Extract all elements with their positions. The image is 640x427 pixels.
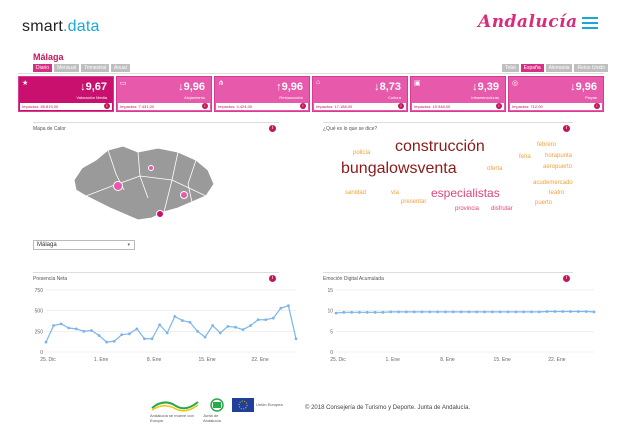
cloud-word[interactable]: febrero	[537, 142, 557, 148]
copyright-text: © 2018 Consejería de Turismo y Deporte. Junta de Andalucía.	[305, 405, 471, 411]
trend-down-icon: ↓	[374, 81, 380, 93]
data-point[interactable]	[242, 328, 245, 331]
data-point[interactable]	[166, 332, 169, 335]
presence-chart	[28, 284, 304, 374]
bus-icon: ▣	[414, 80, 421, 87]
data-point[interactable]	[98, 334, 101, 337]
data-point[interactable]	[219, 332, 222, 335]
cloud-word[interactable]: provincia	[455, 206, 480, 212]
cloud-word[interactable]: sanidad	[345, 190, 367, 196]
kpi-card-restauracion[interactable]	[214, 76, 310, 112]
cloud-word[interactable]: bungalowsventa	[341, 160, 457, 177]
y-tick-label: 0	[330, 350, 333, 356]
info-icon[interactable]: i	[594, 103, 600, 109]
panel-title: ¿Qué es lo que se dice?	[323, 126, 378, 132]
data-point[interactable]	[234, 326, 237, 329]
kpi-value: ↓9,39	[472, 81, 499, 93]
kpi-value: ↓9,96	[178, 81, 205, 93]
trend-down-icon: ↓	[80, 81, 86, 93]
star-icon: ★	[22, 80, 29, 87]
tab-total[interactable]: Total	[502, 64, 519, 72]
data-point[interactable]	[335, 312, 338, 315]
info-icon[interactable]: i	[269, 275, 276, 282]
data-point[interactable]	[189, 321, 192, 324]
kpi-card-cultura[interactable]	[312, 76, 408, 112]
data-point[interactable]	[514, 311, 517, 314]
data-point[interactable]	[136, 327, 139, 330]
cloud-word[interactable]: disfrutar	[491, 206, 513, 212]
info-icon[interactable]: i	[563, 275, 570, 282]
kpi-value: ↓8,73	[374, 81, 401, 93]
data-point[interactable]	[67, 327, 70, 330]
data-point[interactable]	[366, 311, 369, 314]
andalucia-map	[68, 140, 218, 225]
location-title: Málaga	[33, 52, 64, 62]
data-point[interactable]	[90, 329, 93, 332]
kpi-footer	[412, 103, 504, 110]
brand-accent: data	[67, 18, 100, 35]
cloud-word[interactable]: policía	[353, 150, 371, 156]
data-point[interactable]	[105, 341, 108, 344]
data-point[interactable]	[405, 311, 408, 314]
kpi-label: Alojamiento	[184, 95, 205, 100]
cloud-word[interactable]: horapunta	[545, 153, 573, 159]
chevron-down-icon: ▾	[127, 242, 130, 248]
data-point[interactable]	[350, 311, 353, 314]
x-tick-label: 8. Ene	[440, 357, 455, 363]
data-point[interactable]	[397, 311, 400, 314]
tab-espana[interactable]: España	[521, 64, 544, 72]
kpi-row	[18, 76, 604, 112]
data-point[interactable]	[120, 333, 123, 336]
tab-diario[interactable]: Diario	[33, 64, 52, 72]
data-point[interactable]	[577, 310, 580, 313]
heat-point[interactable]	[149, 166, 154, 171]
trend-down-icon: ↓	[178, 81, 184, 93]
heat-point[interactable]	[181, 192, 188, 199]
data-point[interactable]	[196, 330, 199, 333]
cloud-word[interactable]: presentar	[401, 199, 427, 205]
brand-dot: .	[63, 18, 68, 35]
x-tick-label: 8. Ene	[146, 357, 162, 363]
data-point[interactable]	[491, 311, 494, 314]
kpi-value: ↑9,96	[276, 81, 303, 93]
data-point[interactable]	[483, 311, 486, 314]
data-point[interactable]	[342, 311, 345, 314]
brand-logo[interactable]	[22, 18, 100, 36]
data-point[interactable]	[128, 332, 131, 335]
trend-down-icon: ↓	[472, 81, 478, 93]
data-point[interactable]	[181, 319, 184, 322]
y-tick-label: 250	[34, 329, 43, 336]
data-point[interactable]	[211, 324, 214, 327]
panel-title: Mapa de Calor	[33, 126, 66, 132]
data-point[interactable]	[452, 311, 455, 314]
data-point[interactable]	[436, 311, 439, 314]
footer-logo-eu	[232, 398, 254, 413]
hamburger-menu-icon[interactable]	[582, 17, 598, 29]
kpi-label: Valoración Media	[76, 95, 107, 100]
kpi-impact: Impactos: 65.819,00	[22, 104, 59, 109]
kpi-label: Restauración	[279, 95, 303, 100]
data-point[interactable]	[374, 311, 377, 314]
data-point[interactable]	[593, 311, 596, 314]
data-point[interactable]	[295, 337, 298, 340]
info-icon[interactable]: i	[563, 125, 570, 132]
panel-title: Emoción Digital Acumulada	[323, 276, 384, 282]
kpi-card-infraestructuras[interactable]	[410, 76, 506, 112]
y-tick-label: 10	[327, 308, 333, 315]
x-tick-label: 1. Ene	[93, 357, 109, 363]
tab-alemania[interactable]: Alemania	[546, 64, 573, 72]
x-tick-label: 22. Ene	[548, 357, 566, 363]
cloud-word[interactable]: feria	[519, 154, 531, 160]
kpi-card-valoracion[interactable]	[18, 76, 114, 112]
data-point[interactable]	[113, 340, 116, 343]
province-select[interactable]	[33, 240, 135, 250]
eu-caption: Unión Europea	[256, 402, 283, 407]
data-point[interactable]	[554, 310, 557, 313]
word-cloud	[323, 122, 603, 242]
data-point[interactable]	[52, 324, 55, 327]
kpi-footer	[314, 103, 406, 110]
eu-flag-icon	[232, 398, 254, 412]
data-point[interactable]	[287, 304, 290, 307]
divider	[18, 73, 604, 74]
data-point[interactable]	[522, 311, 525, 314]
kpi-value: ↓9,96	[570, 81, 597, 93]
kpi-label: Infraestructuras	[471, 95, 499, 100]
restaurant-icon: ⋔	[218, 80, 224, 87]
y-tick-label: 750	[34, 288, 43, 294]
info-icon[interactable]: i	[398, 103, 404, 109]
scope-tabs	[502, 64, 608, 72]
kpi-footer	[510, 103, 602, 110]
tab-reino-unido[interactable]: Reino Unido	[574, 64, 608, 72]
junta-andalucia-logo-icon	[203, 398, 231, 412]
x-tick-label: 15. Ene	[493, 357, 511, 363]
data-point[interactable]	[226, 325, 229, 328]
kpi-label: Playas	[584, 95, 597, 100]
data-point[interactable]	[204, 336, 207, 339]
data-point[interactable]	[421, 311, 424, 314]
data-point[interactable]	[173, 315, 176, 318]
series-line	[46, 306, 296, 342]
tab-trimestral[interactable]: Trimestral	[81, 64, 109, 72]
data-point[interactable]	[507, 311, 510, 314]
kpi-footer	[216, 103, 308, 110]
info-icon[interactable]: i	[269, 125, 276, 132]
data-point[interactable]	[45, 341, 48, 344]
data-point[interactable]	[499, 311, 502, 314]
kpi-impact: Impactos: 7.431,00	[120, 104, 155, 109]
footer-logo-europa	[150, 398, 200, 423]
beach-icon: ◎	[512, 80, 519, 87]
data-point[interactable]	[272, 317, 275, 320]
emotion-chart	[318, 284, 602, 374]
x-tick-label: 22. Ene	[251, 357, 269, 363]
data-point[interactable]	[569, 310, 572, 313]
x-tick-label: 15. Ene	[198, 357, 216, 363]
info-icon[interactable]: i	[496, 103, 502, 109]
data-point[interactable]	[143, 337, 146, 340]
bed-icon: ▭	[120, 80, 127, 87]
data-point[interactable]	[382, 311, 385, 314]
kpi-footer	[118, 103, 210, 110]
kpi-card-playas[interactable]	[508, 76, 604, 112]
x-tick-label: 25. Dic	[330, 357, 346, 363]
data-point[interactable]	[249, 324, 252, 327]
data-point[interactable]	[279, 307, 282, 310]
y-tick-label: 15	[327, 288, 333, 294]
data-point[interactable]	[538, 311, 541, 314]
brand-main: smart	[22, 18, 63, 35]
cloud-word[interactable]: construcción	[395, 138, 485, 155]
data-point[interactable]	[264, 318, 267, 321]
x-tick-label: 1. Ene	[385, 357, 400, 363]
data-point[interactable]	[475, 311, 478, 314]
cloud-word[interactable]: teatro	[549, 190, 565, 196]
tab-anual[interactable]: Anual	[111, 64, 130, 72]
data-point[interactable]	[158, 323, 161, 326]
x-tick-label: 25. Dic	[40, 357, 56, 363]
y-tick-label: 0	[40, 350, 43, 356]
data-point[interactable]	[413, 311, 416, 314]
kpi-footer	[20, 103, 112, 110]
museum-icon: ⌂	[316, 79, 321, 86]
data-point[interactable]	[530, 311, 533, 314]
data-point[interactable]	[75, 327, 78, 330]
data-point[interactable]	[561, 310, 564, 313]
data-point[interactable]	[428, 311, 431, 314]
period-tabs	[33, 64, 130, 72]
andalucia-europa-logo-icon	[150, 398, 200, 412]
province-select-value: Málaga	[37, 242, 57, 248]
tab-mensual[interactable]: Mensual	[54, 64, 79, 72]
kpi-impact: Impactos: 17.188,00	[316, 104, 353, 109]
trend-up-icon: ↑	[276, 81, 282, 93]
kpi-value: ↓9,67	[80, 81, 107, 93]
data-point[interactable]	[82, 330, 85, 333]
data-point[interactable]	[389, 311, 392, 314]
top-bar	[0, 0, 640, 44]
y-tick-label: 500	[34, 308, 43, 315]
data-point[interactable]	[468, 311, 471, 314]
data-point[interactable]	[444, 311, 447, 314]
kpi-card-alojamiento[interactable]	[116, 76, 212, 112]
data-point[interactable]	[460, 311, 463, 314]
andalucia-logo: Andalucía	[478, 12, 578, 32]
logo-caption: Junta de Andalucía	[203, 413, 221, 423]
panel-title: Presencia Neta	[33, 276, 68, 282]
data-point[interactable]	[60, 322, 63, 325]
cloud-word[interactable]: oferta	[487, 166, 503, 172]
cloud-word[interactable]: puerto	[535, 200, 553, 206]
kpi-impact: Impactos: 712,00	[512, 104, 543, 109]
map-region[interactable]	[74, 146, 214, 220]
data-point[interactable]	[151, 337, 154, 340]
info-icon[interactable]: i	[300, 103, 306, 109]
kpi-impact: Impactos: 15.948,00	[414, 104, 451, 109]
info-icon[interactable]: i	[104, 103, 110, 109]
data-point[interactable]	[585, 310, 588, 313]
heat-point[interactable]	[114, 182, 123, 191]
kpi-impact: Impactos: 4.424,00	[218, 104, 253, 109]
data-point[interactable]	[546, 310, 549, 313]
cloud-word[interactable]: aeropuerto	[543, 164, 573, 170]
data-point[interactable]	[257, 318, 260, 321]
data-point[interactable]	[358, 311, 361, 314]
info-icon[interactable]: i	[202, 103, 208, 109]
trend-down-icon: ↓	[570, 81, 576, 93]
y-tick-label: 5	[330, 329, 333, 336]
cloud-word[interactable]: acudemercado	[533, 180, 573, 186]
kpi-label: Cultura	[388, 95, 401, 100]
cloud-word[interactable]: vía	[391, 190, 400, 196]
logo-caption: Andalucía se mueve con Europa	[150, 413, 194, 423]
heat-point-selected[interactable]	[157, 211, 164, 218]
cloud-word[interactable]: especialistas	[431, 186, 500, 200]
